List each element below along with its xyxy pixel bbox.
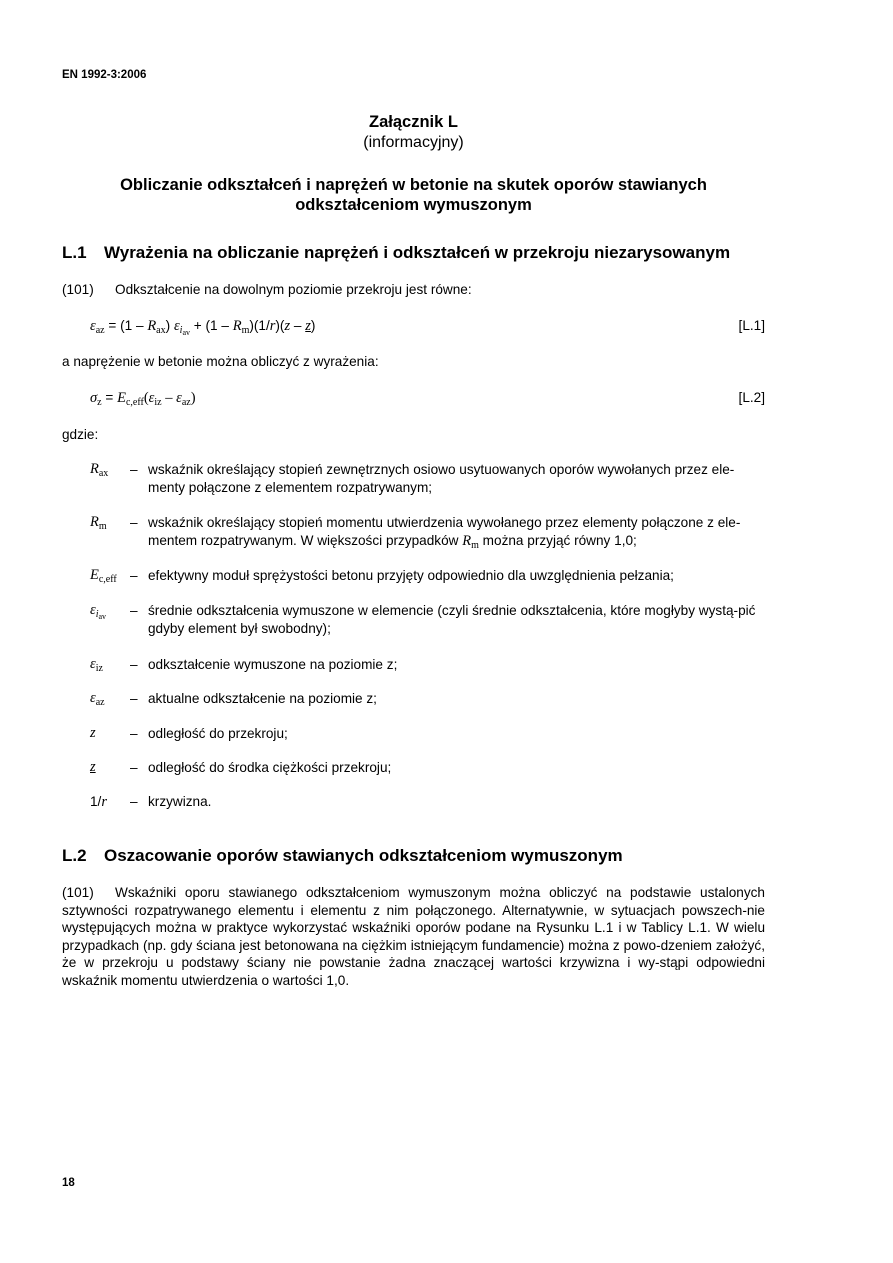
- section-number: L.2: [62, 846, 87, 865]
- definition-curvature: 1/r – krzywizna.: [90, 793, 765, 812]
- paragraph-number: (101): [62, 282, 94, 297]
- definition-symbol: $\varepsilon_{az}$: [90, 690, 105, 708]
- definition-text: krzywizna.: [148, 794, 212, 809]
- equation-l1: [90, 318, 765, 335]
- paragraph-101-intro: [62, 281, 765, 299]
- definition-symbol: $E_{c,eff}$: [90, 567, 117, 585]
- definition-text: odległość do środka ciężkości przekroju;: [148, 760, 392, 775]
- definition-eps-iav: $\varepsilon_{i_{av}}$ – średnie odkształcenia wymuszone w elemencie (czyli średnie odkształcenia, które mogłyby wystą-pić gdyby element był swobodny);: [90, 602, 765, 637]
- definition-text: efektywny moduł sprężystości betonu przyjęty odpowiednio dla uwzględnienia pełzania;: [148, 568, 674, 583]
- definition-text: odkształcenie wymuszone na poziomie z;: [148, 657, 398, 672]
- definition-text: aktualne odkształcenie na poziomie z;: [148, 691, 377, 706]
- standard-id: EN 1992-3:2006: [62, 69, 147, 81]
- annex-title: Załącznik L: [369, 113, 458, 131]
- document-title-line1: Obliczanie odkształceń i naprężeń w betonie na skutek oporów stawianych: [120, 176, 707, 194]
- equation-tag: [L.1]: [738, 318, 765, 333]
- definition-r-m: $R_m$ – wskaźnik określający stopień momentu utwierdzenia wywołanego przez elementy połączone z ele-mentem rozpatrywanym. W większości przypadków $R_m$ można przyjąć równy 1,0;: [90, 514, 765, 550]
- definition-symbol: 1/r: [90, 794, 107, 810]
- definition-symbol: $\varepsilon_{i_{av}}$: [90, 602, 107, 621]
- paragraph-text: Odkształcenie na dowolnym poziomie przekroju jest równe:: [115, 282, 472, 297]
- paragraph-number: (101): [62, 885, 94, 900]
- equation-body: $\varepsilon_{az} = (1 - R_{ax}) \varepsilon_{i_{av}} + (1 - R_m)(1/r)(z - z)$: [90, 318, 316, 337]
- section-title: Oszacowanie oporów stawianych odkształceniom wymuszonym: [104, 846, 623, 865]
- paragraph-text: Wskaźniki oporu stawianego odkształceniom wymuszonym można obliczyć na podstawie ustalonych sztywności rozpatrywanego elementu i elementu z nim połączonego. Alternatywnie, w sytuacjach powszech-nie występujących można w praktyce wykorzystać wskaźniki oporów podane na Rysunku L.1 i w Tablicy L.1. W wielu przypadkach (np. gdy ściana jest betonowana na ciężkim istniejącym fundamencie) można z powo-dzeniem założyć, że w przekroju u podstawy ściany nie powstanie żadna znaczącej wartości krzywizna i wy-stąpi odpowiedni wskaźnik momentu utwierdzenia o wartości 1,0.: [62, 885, 765, 988]
- document-title: [62, 175, 765, 215]
- equation-l2: [90, 390, 765, 407]
- section-title: Wyrażenia na obliczanie naprężeń i odkształceń w przekroju niezarysowanym: [104, 243, 731, 262]
- document-title-line2: odkształceniom wymuszonym: [295, 196, 532, 214]
- definition-text: odległość do przekroju;: [148, 726, 288, 741]
- definition-symbol: $R_{ax}$: [90, 461, 109, 479]
- definition-symbol: z: [90, 725, 96, 741]
- paragraph-between: a naprężenie w betonie można obliczyć z wyrażenia:: [62, 354, 379, 369]
- definition-text: wskaźnik określający stopień momentu utwierdzenia wywołanego przez elementy połączone z ele-mentem rozpatrywanym. W większości przypadków $R_m$ można przyjąć równy 1,0;: [148, 515, 741, 551]
- where-label: gdzie:: [62, 427, 99, 442]
- section-heading-l1: [62, 243, 730, 263]
- definition-r-ax: $R_{ax}$ – wskaźnik określający stopień zewnętrznych osiowo usytuowanych oporów wywołanych przez ele-menty połączone z elementem rozpatrywanym;: [90, 461, 765, 496]
- equation-body: $\sigma_z = E_{c,eff}(\varepsilon_{iz} - \varepsilon_{az})$: [90, 390, 196, 408]
- section-heading-l2: [62, 846, 623, 866]
- annex-subtitle: (informacyjny): [363, 134, 464, 151]
- equation-tag: [L.2]: [738, 390, 765, 405]
- definition-text: średnie odkształcenia wymuszone w elemencie (czyli średnie odkształcenia, które mogłyby wystą-pić gdyby element był swobodny);: [148, 603, 756, 636]
- definition-eps-iz: $\varepsilon_{iz}$ – odkształcenie wymuszone na poziomie z;: [90, 656, 765, 674]
- page-number: 18: [62, 1177, 75, 1189]
- definition-text: wskaźnik określający stopień zewnętrznych osiowo usytuowanych oporów wywołanych przez ele-menty połączone z elementem rozpatrywanym;: [148, 462, 735, 495]
- definition-z-centroid: z – odległość do środka ciężkości przekroju;: [90, 759, 765, 777]
- definition-symbol: z: [90, 759, 96, 775]
- definition-symbol: $\varepsilon_{iz}$: [90, 656, 103, 674]
- definition-symbol: $R_m$: [90, 514, 107, 532]
- definition-e-c-eff: $E_{c,eff}$ – efektywny moduł sprężystości betonu przyjęty odpowiednio dla uwzględnienia pełzania;: [90, 567, 765, 585]
- paragraph-101-l2: [62, 884, 765, 989]
- definition-eps-az: $\varepsilon_{az}$ – aktualne odkształcenie na poziomie z;: [90, 690, 765, 708]
- definition-z: z – odległość do przekroju;: [90, 725, 765, 743]
- section-number: L.1: [62, 243, 87, 262]
